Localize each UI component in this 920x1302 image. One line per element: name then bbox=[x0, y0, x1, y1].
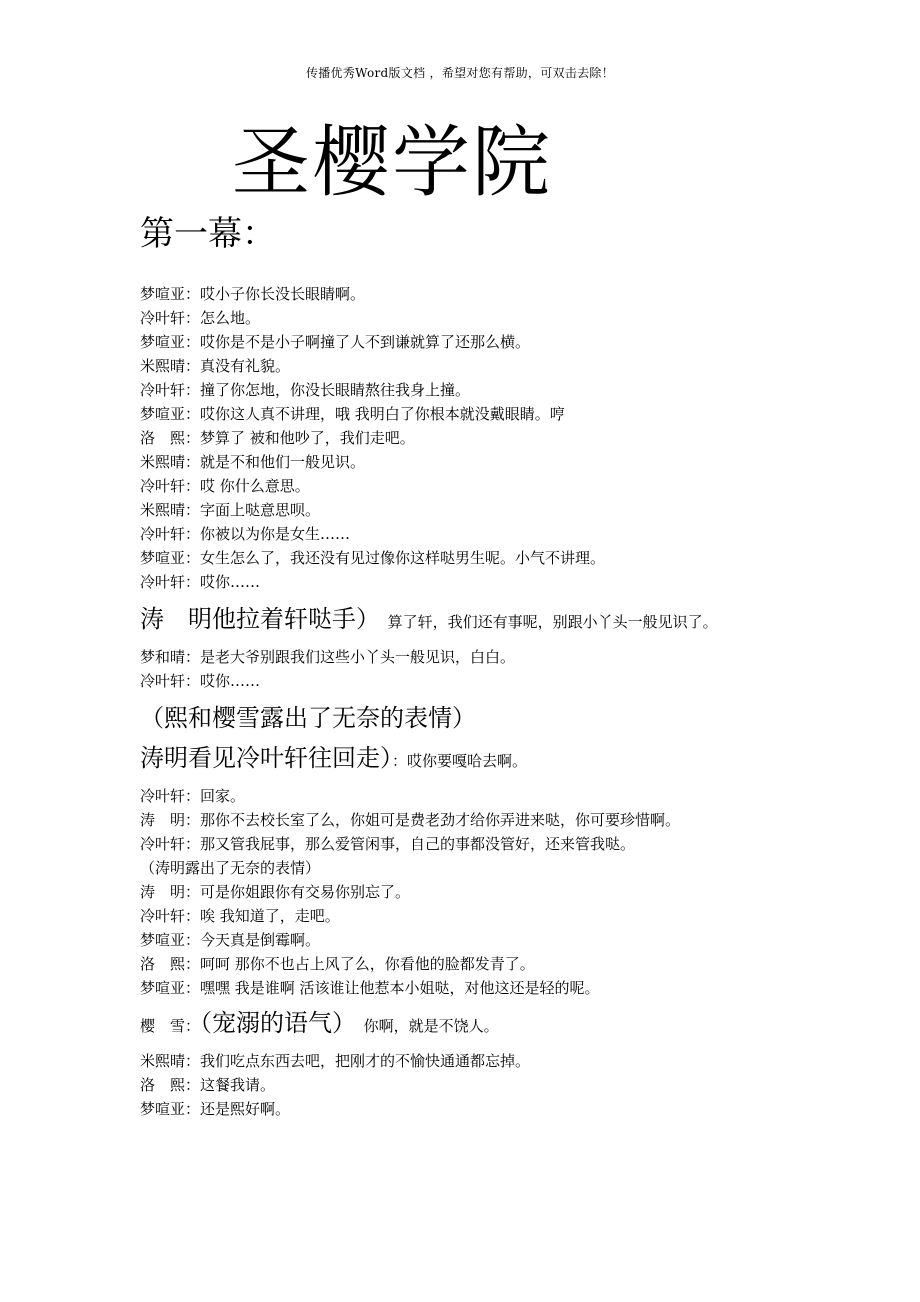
dialogue-line: 冷叶轩：哎 你什么意思。 bbox=[140, 477, 310, 495]
dialogue-line: 冷叶轩：唉 我知道了，走吧。 bbox=[140, 907, 340, 925]
stage-direction-dialogue: 你啊，就是不饶人。 bbox=[363, 1017, 499, 1035]
stage-direction-line bbox=[140, 1008, 880, 1041]
dialogue-block-a bbox=[140, 282, 880, 594]
stage-direction-large: 涛明看见冷叶轩往回走） bbox=[140, 744, 392, 772]
dialogue-block-c bbox=[140, 784, 880, 1000]
dialogue-line: 梦喧亚：嘿嘿 我是谁啊 活该谁让他惹本小姐哒，对他这还是轻的呢。 bbox=[140, 979, 600, 997]
script-body bbox=[140, 282, 880, 1121]
dialogue-line: 洛 熙：这餐我请。 bbox=[140, 1076, 276, 1094]
dialogue-line: 冷叶轩：回家。 bbox=[140, 787, 246, 805]
stage-direction-large: 涛 明他拉着轩哒手） bbox=[140, 605, 380, 633]
dialogue-line: 米熙晴：字面上哒意思呗。 bbox=[140, 501, 321, 519]
speaker-label: 樱 雪： bbox=[140, 1017, 201, 1035]
stage-direction-large: （宠溺的语气） bbox=[200, 1009, 357, 1037]
stage-direction-line bbox=[140, 743, 880, 776]
stage-direction-line bbox=[140, 604, 880, 637]
dialogue-line: （涛明露出了无奈的表情） bbox=[140, 859, 321, 877]
dialogue-line: 冷叶轩：怎么地。 bbox=[140, 309, 261, 327]
stage-direction-dialogue: 算了轩，我们还有事呢，别跟小丫头一般见识了。 bbox=[387, 613, 718, 631]
dialogue-line: 洛 熙：呵呵 那你不也占上风了么，你看他的脸都发青了。 bbox=[140, 955, 535, 973]
dialogue-line: 梦喧亚：女生怎么了，我还没有见过像你这样哒男生呢。小气不讲理。 bbox=[140, 549, 606, 567]
dialogue-line: 冷叶轩：哎你…… bbox=[140, 672, 261, 690]
dialogue-line: 洛 熙：梦算了 被和他吵了，我们走吧。 bbox=[140, 429, 415, 447]
dialogue-line: 梦喧亚：哎小子你长没长眼睛啊。 bbox=[140, 285, 366, 303]
dialogue-line: 梦喧亚：还是熙好啊。 bbox=[140, 1100, 291, 1118]
dialogue-line: 米熙晴：真没有礼貌。 bbox=[140, 357, 291, 375]
dialogue-line: 米熙晴：就是不和他们一般见识。 bbox=[140, 453, 366, 471]
document-title: 圣樱学院 bbox=[232, 118, 553, 208]
act-heading: 第一幕： bbox=[140, 214, 276, 254]
dialogue-line: 梦喧亚：哎你是不是小子啊撞了人不到谦就算了还那么横。 bbox=[140, 333, 531, 351]
dialogue-block-b bbox=[140, 645, 880, 693]
dialogue-line: 梦喧亚：哎你这人真不讲理，哦 我明白了你根本就没戴眼睛。哼 bbox=[140, 405, 565, 423]
dialogue-line: 涛 明：那你不去校长室了么，你姐可是费老劲才给你弄进来哒，你可要珍惜啊。 bbox=[140, 811, 681, 829]
dialogue-line: 涛 明：可是你姐跟你有交易你别忘了。 bbox=[140, 883, 411, 901]
dialogue-line: 冷叶轩：哎你…… bbox=[140, 573, 261, 591]
dialogue-block-d bbox=[140, 1049, 880, 1121]
stage-direction: （熙和樱雪露出了无奈的表情） bbox=[140, 704, 476, 732]
dialogue-line: 米熙晴：我们吃点东西去吧，把刚才的不愉快通通都忘掉。 bbox=[140, 1052, 531, 1070]
document-banner: 传播优秀Word版文档 ，希望对您有帮助，可双击去除！ bbox=[305, 66, 615, 80]
dialogue-line: 冷叶轩：那又管我屁事，那么爱管闲事，自己的事都没管好，还来管我哒。 bbox=[140, 835, 636, 853]
dialogue-line: 梦和晴：是老大爷别跟我们这些小丫头一般见识，白白。 bbox=[140, 648, 516, 666]
dialogue-line: 冷叶轩：你被以为你是女生…… bbox=[140, 525, 351, 543]
stage-direction-dialogue: ：哎你要嘎哈去啊。 bbox=[392, 752, 528, 770]
dialogue-line: 冷叶轩：撞了你怎地，你没长眼睛熬往我身上撞。 bbox=[140, 381, 471, 399]
dialogue-line: 梦喧亚：今天真是倒霉啊。 bbox=[140, 931, 321, 949]
